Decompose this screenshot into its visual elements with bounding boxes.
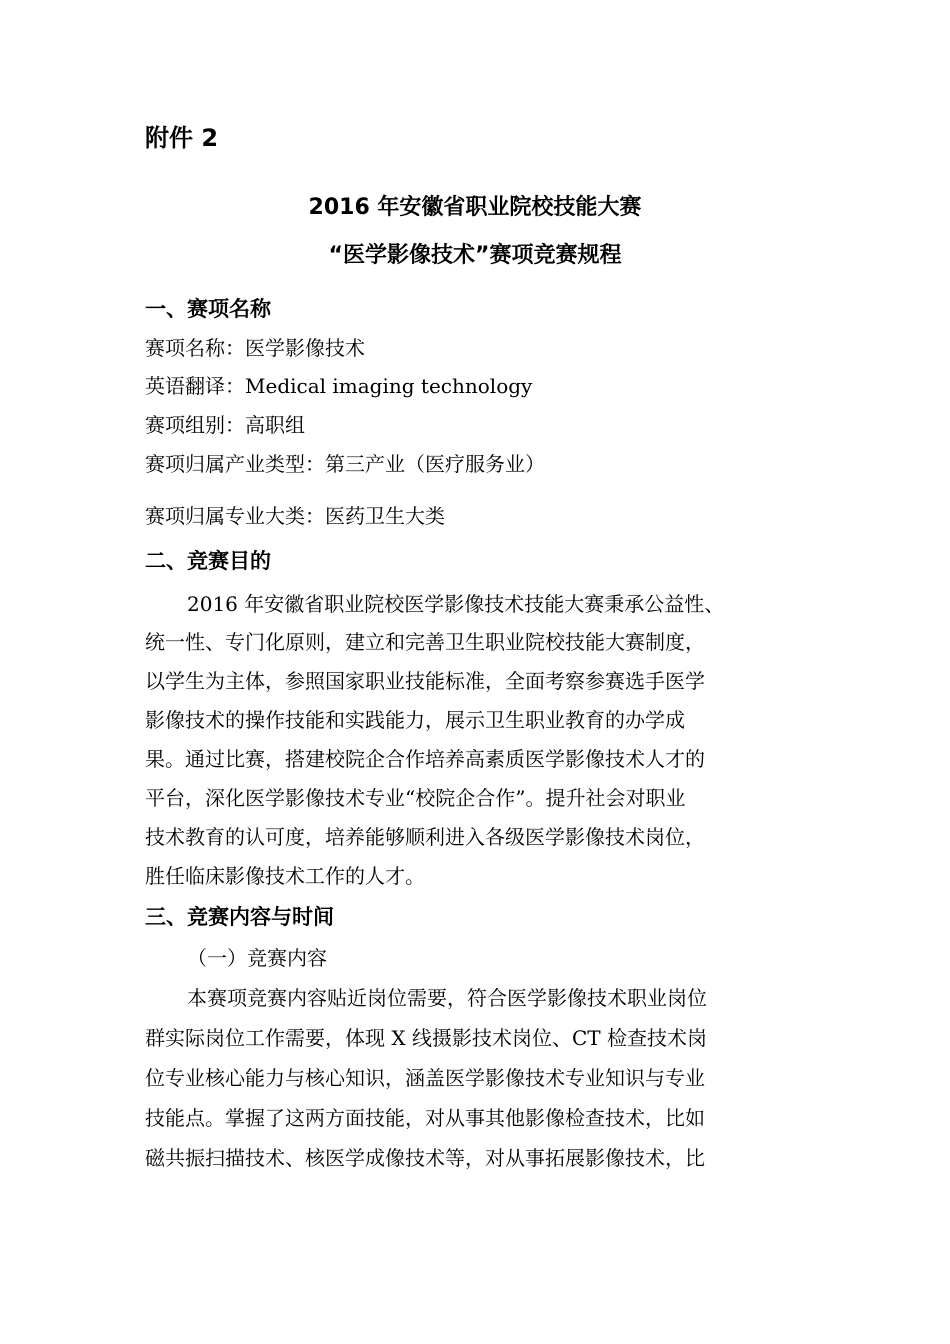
section-2-line: 2016 年安徽省职业院校医学影像技术技能大赛秉承公益性、 <box>187 592 725 616</box>
section-2-line: 技术教育的认可度，培养能够顺利进入各级医学影像技术岗位， <box>145 825 705 849</box>
section-2-line: 胜任临床影像技术工作的人才。 <box>145 864 425 888</box>
section-3-line: 技能点。掌握了这两方面技能，对从事其他影像检查技术，比如 <box>145 1106 705 1130</box>
section-3-line: 位专业核心能力与核心知识，涵盖医学影像技术专业知识与专业 <box>145 1066 705 1090</box>
section-3-line: 本赛项竞赛内容贴近岗位需要，符合医学影像技术职业岗位 <box>187 986 707 1010</box>
section-2-line: 影像技术的操作技能和实践能力，展示卫生职业教育的办学成 <box>145 708 685 732</box>
document-title-line-2: “医学影像技术”赛项竞赛规程 <box>328 243 622 268</box>
section-2-line: 以学生为主体，参照国家职业技能标准，全面考察参赛选手医学 <box>145 669 705 693</box>
section-2-line: 统一性、专门化原则，建立和完善卫生职业院校技能大赛制度， <box>145 630 705 654</box>
section-1-heading: 一、赛项名称 <box>145 297 271 321</box>
section-1-line: 赛项名称：医学影像技术 <box>145 336 365 360</box>
section-1-line: 赛项组别：高职组 <box>145 413 305 437</box>
document-title-line-1: 2016 年安徽省职业院校技能大赛 <box>308 195 642 220</box>
section-2-heading: 二、竞赛目的 <box>145 549 271 573</box>
section-1-line: 赛项归属专业大类：医药卫生大类 <box>145 504 445 528</box>
attachment-label: 附件 2 <box>145 124 219 152</box>
section-2-line: 平台，深化医学影像技术专业“校院企合作”。提升社会对职业 <box>145 786 686 810</box>
section-1-line: 赛项归属产业类型：第三产业（医疗服务业） <box>145 452 545 476</box>
section-1-line: 英语翻译：Medical imaging technology <box>145 374 533 398</box>
section-3-subheading: （一）竞赛内容 <box>187 946 327 970</box>
section-2-line: 果。通过比赛，搭建校院企合作培养高素质医学影像技术人才的 <box>145 747 705 771</box>
section-3-heading: 三、竞赛内容与时间 <box>145 905 334 929</box>
section-3-line: 群实际岗位工作需要，体现 X 线摄影技术岗位、CT 检查技术岗 <box>145 1026 707 1050</box>
section-3-line: 磁共振扫描技术、核医学成像技术等，对从事拓展影像技术，比 <box>145 1146 705 1170</box>
